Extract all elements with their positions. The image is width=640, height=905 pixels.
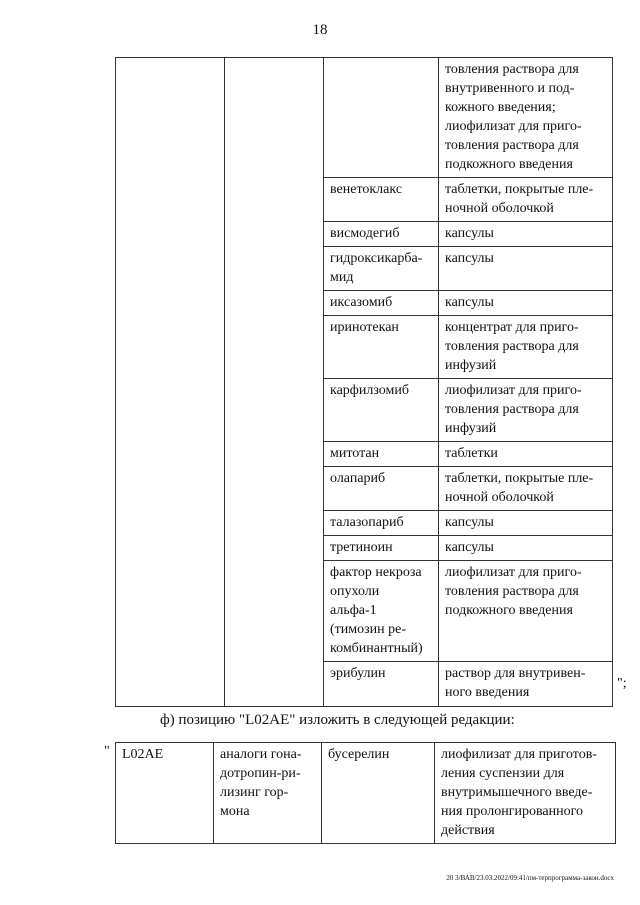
atc-code-cell: L02AE [116, 743, 214, 844]
dosage-form-cell: таблетки [439, 442, 613, 467]
drug-name-cell: митотан [324, 442, 439, 467]
drug-name-cell: эрибулин [324, 662, 439, 707]
pharmacological-group-cell [225, 58, 324, 707]
drug-name-cell: гидроксикарба- мид [324, 247, 439, 291]
l02ae-position-table [115, 742, 616, 844]
table-row [116, 743, 616, 844]
drug-name-cell: венетоклакс [324, 178, 439, 222]
drug-name-cell: иксазомиб [324, 291, 439, 316]
atc-code-cell [116, 58, 225, 707]
dosage-form-cell: капсулы [439, 511, 613, 536]
document-footer: 20 3/ВАВ/23.03.2022/09:41/пм-терпрограмма-закон.docx [446, 874, 614, 882]
drug-name-cell: талазопариб [324, 511, 439, 536]
drug-name-cell: иринотекан [324, 316, 439, 379]
drug-name-cell: бусерелин [322, 743, 435, 844]
drug-name-cell: фактор некроза опухоли альфа-1 (тимозин ре- комбинантный) [324, 561, 439, 662]
dosage-form-cell: таблетки, покрытые пле- ночной оболочкой [439, 467, 613, 511]
dosage-form-cell: концентрат для приго- товления раствора для инфузий [439, 316, 613, 379]
table-row [116, 58, 613, 178]
closing-quote-mark: "; [617, 676, 627, 691]
dosage-form-cell: капсулы [439, 291, 613, 316]
dosage-form-cell: лиофилизат для приго- товления раствора для инфузий [439, 379, 613, 442]
drug-name-cell: олапариб [324, 467, 439, 511]
amendment-instruction: ф) позицию "L02AE" изложить в следующей редакции: [160, 712, 515, 728]
dosage-form-cell: товления раствора для внутривенного и под- кожного введения; лиофилизат для приго- товления раствора для подкожного введения [439, 58, 613, 178]
drug-name-cell: висмодегиб [324, 222, 439, 247]
dosage-form-cell: таблетки, покрытые пле- ночной оболочкой [439, 178, 613, 222]
drug-name-cell: третиноин [324, 536, 439, 561]
dosage-form-cell: лиофилизат для приготов- ления суспензии для внутримышечного введе- ния пролонгированного действия [435, 743, 616, 844]
opening-quote-mark: " [104, 744, 110, 759]
dosage-form-cell: раствор для внутривен- ного введения [439, 662, 613, 707]
drug-table-continued [115, 57, 613, 707]
drug-name-cell: карфилзомиб [324, 379, 439, 442]
dosage-form-cell: лиофилизат для приго- товления раствора для подкожного введения [439, 561, 613, 662]
page-number: 18 [312, 22, 328, 38]
dosage-form-cell: капсулы [439, 536, 613, 561]
drug-name-cell [324, 58, 439, 178]
dosage-form-cell: капсулы [439, 222, 613, 247]
pharmacological-group-cell: аналоги гона- дотропин-ри- лизинг гор- мона [214, 743, 322, 844]
dosage-form-cell: капсулы [439, 247, 613, 291]
